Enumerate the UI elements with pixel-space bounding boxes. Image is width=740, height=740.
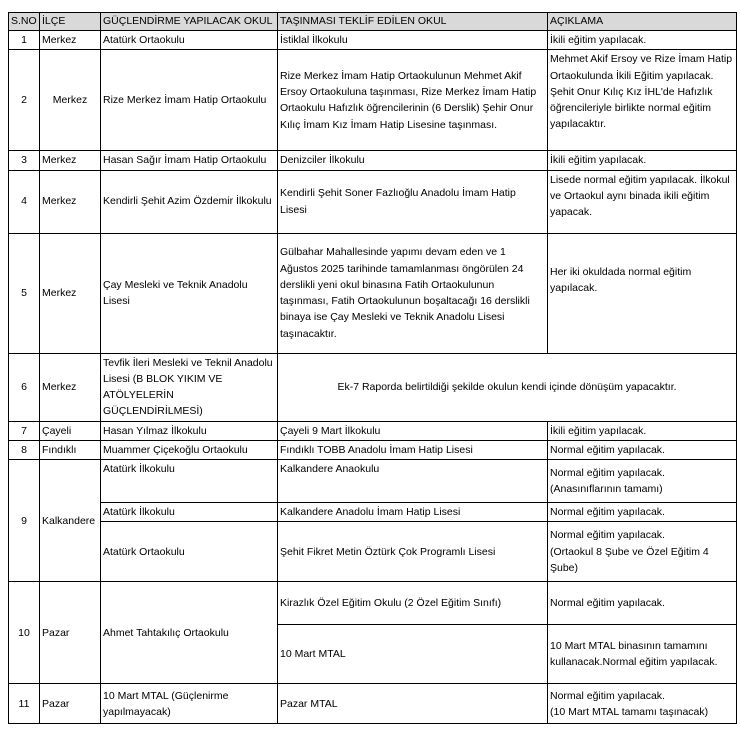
ilce-cell: Kalkandere [40, 460, 101, 582]
okul-cell: Hasan Yılmaz İlkokulu [101, 421, 278, 440]
sno-cell: 2 [9, 50, 40, 151]
ilce-cell: Pazar [40, 582, 101, 684]
school-relocation-table [8, 12, 737, 724]
sno-cell: 11 [9, 684, 40, 724]
aciklama-cell [548, 460, 737, 503]
table-row [9, 421, 737, 440]
aciklama-cell [548, 625, 737, 684]
sno-cell: 6 [9, 353, 40, 421]
aciklama-line: kullanacak.Normal eğitim yapılacak. [550, 656, 718, 669]
sno-cell: 5 [9, 233, 40, 353]
okul-cell: Hasan Sağır İmam Hatip Ortaokulu [101, 151, 278, 170]
aciklama-line: (Ortaokul 8 Şube ve Özel Eğitim 4 Şube) [550, 545, 709, 575]
aciklama-cell: İkili eğitim yapılacak. [548, 151, 737, 170]
teklif-cell: Şehit Fikret Metin Öztürk Çok Programlı Lisesi [278, 522, 548, 582]
okul-cell: Kendirli Şehit Azim Özdemir İlkokulu [101, 170, 278, 233]
ilce-cell: Merkez [40, 170, 101, 233]
teklif-cell: Kalkandere Anaokulu [278, 460, 548, 503]
teklif-cell: Kirazlık Özel Eğitim Okulu (2 Özel Eğitim Sınıfı) [278, 582, 548, 625]
okul-cell: Muammer Çiçekoğlu Ortaokulu [101, 440, 278, 459]
header-aciklama: AÇIKLAMA [548, 13, 737, 31]
okul-cell: Atatürk Ortaokulu [101, 522, 278, 582]
ilce-cell: Merkez [40, 233, 101, 353]
aciklama-cell: Her iki okuldada normal eğitim yapılacak. [548, 233, 737, 353]
table-row [9, 151, 737, 170]
sno-cell: 1 [9, 31, 40, 50]
teklif-cell: Denizciler İlkokulu [278, 151, 548, 170]
okul-cell: Tevfik İleri Mesleki ve Teknil Anadolu Lisesi (B BLOK YIKIM VE ATÖLYELERİN GÜÇLENDİRİLMESİ) [101, 353, 278, 421]
merged-note-cell: Ek-7 Raporda belirtildiği şekilde okulun kendi içinde dönüşüm yapacaktır. [278, 353, 737, 421]
aciklama-cell: Normal eğitim yapılacak. [548, 503, 737, 522]
aciklama-cell: Normal eğitim yapılacak. [548, 582, 737, 625]
teklif-cell: Fındıklı TOBB Anadolu İmam Hatip Lisesi [278, 440, 548, 459]
aciklama-line: Normal eğitim yapılacak. [550, 466, 665, 479]
teklif-cell: İstiklal İlkokulu [278, 31, 548, 50]
aciklama-line: (10 Mart MTAL tamamı taşınacak) [550, 705, 709, 718]
teklif-cell: Çayeli 9 Mart İlkokulu [278, 421, 548, 440]
sno-cell: 3 [9, 151, 40, 170]
aciklama-cell [548, 522, 737, 582]
aciklama-line: (Anasınıflarının tamamı) [550, 483, 663, 496]
sno-cell: 8 [9, 440, 40, 459]
header-sno: S.NO [9, 13, 40, 31]
aciklama-cell: Mehmet Akif Ersoy ve Rize İmam Hatip Ortaokulunda İkili Eğitim yapılacak. Şehit Onur Kılıç Kız İHL'de Hafızlık öğrencileriyle birlikte normal eğitim yapılacaktır. [548, 50, 737, 151]
table-row [9, 503, 737, 522]
table-row [9, 233, 737, 353]
sno-cell: 9 [9, 460, 40, 582]
okul-cell: Ahmet Tahtakılıç Ortaokulu [101, 582, 278, 684]
aciklama-cell: Lisede normal eğitim yapılacak. İlkokul ve Ortaokul aynı binada ikili eğitim yapacak. [548, 170, 737, 233]
aciklama-line: Normal eğitim yapılacak. [550, 529, 665, 542]
aciklama-line: Normal eğitim yapılacak. [550, 689, 665, 702]
header-guclendirme-okul: GÜÇLENDİRME YAPILACAK OKUL [101, 13, 278, 31]
aciklama-cell: İkili eğitim yapılacak. [548, 31, 737, 50]
header-row [9, 13, 737, 31]
okul-cell: Atatürk İlkokulu [101, 460, 278, 503]
okul-cell: Atatürk Ortaokulu [101, 31, 278, 50]
teklif-cell: Rize Merkez İmam Hatip Ortaokulunun Mehmet Akif Ersoy Ortaokuluna taşınması, Rize Merkez İmam Hatip Ortaokulu Hafızlık öğrencilerinin (6 Derslik) Şehir Onur Kılıç İmam Kız İmam Hatip Lisesine taşınması. [278, 50, 548, 151]
ilce-cell: Merkez [40, 31, 101, 50]
teklif-cell: Pazar MTAL [278, 684, 548, 724]
sno-cell: 10 [9, 582, 40, 684]
ilce-cell: Merkez [40, 151, 101, 170]
table-row [9, 582, 737, 625]
sno-cell: 4 [9, 170, 40, 233]
table-row [9, 460, 737, 503]
ilce-cell: Merkez [40, 50, 101, 151]
table-row [9, 440, 737, 459]
okul-cell: 10 Mart MTAL (Güçlenirme yapılmayacak) [101, 684, 278, 724]
okul-cell: Rize Merkez İmam Hatip Ortaokulu [101, 50, 278, 151]
table-row [9, 684, 737, 724]
okul-cell: Çay Mesleki ve Teknik Anadolu Lisesi [101, 233, 278, 353]
table-row [9, 353, 737, 421]
aciklama-cell [548, 684, 737, 724]
table-row [9, 31, 737, 50]
teklif-cell: Gülbahar Mahallesinde yapımı devam eden ve 1 Ağustos 2025 tarihinde tamamlanması öngörülen 24 derslikli yeni okul binasına Fatih Ortaokulunun taşınması, Fatih Ortaokulunun boşaltacağı 16 derslikli binaya ise Çay Mesleki ve Teknik Anadolu Lisesi taşınacaktır. [278, 233, 548, 353]
header-ilce: İLÇE [40, 13, 101, 31]
table-row [9, 170, 737, 233]
aciklama-cell: Normal eğitim yapılacak. [548, 440, 737, 459]
header-tasinmasi-teklif: TAŞINMASI TEKLİF EDİLEN OKUL [278, 13, 548, 31]
table-row [9, 50, 737, 151]
teklif-cell: Kalkandere Anadolu İmam Hatip Lisesi [278, 503, 548, 522]
table-row [9, 522, 737, 582]
ilce-cell: Çayeli [40, 421, 101, 440]
ilce-cell: Fındıklı [40, 440, 101, 459]
ilce-cell: Pazar [40, 684, 101, 724]
teklif-cell: 10 Mart MTAL [278, 625, 548, 684]
ilce-cell: Merkez [40, 353, 101, 421]
teklif-cell: Kendirli Şehit Soner Fazlıoğlu Anadolu İmam Hatip Lisesi [278, 170, 548, 233]
sno-cell: 7 [9, 421, 40, 440]
okul-cell: Atatürk İlkokulu [101, 503, 278, 522]
aciklama-line: 10 Mart MTAL binasının tamamını [550, 640, 708, 653]
aciklama-cell: İkili eğitim yapılacak. [548, 421, 737, 440]
